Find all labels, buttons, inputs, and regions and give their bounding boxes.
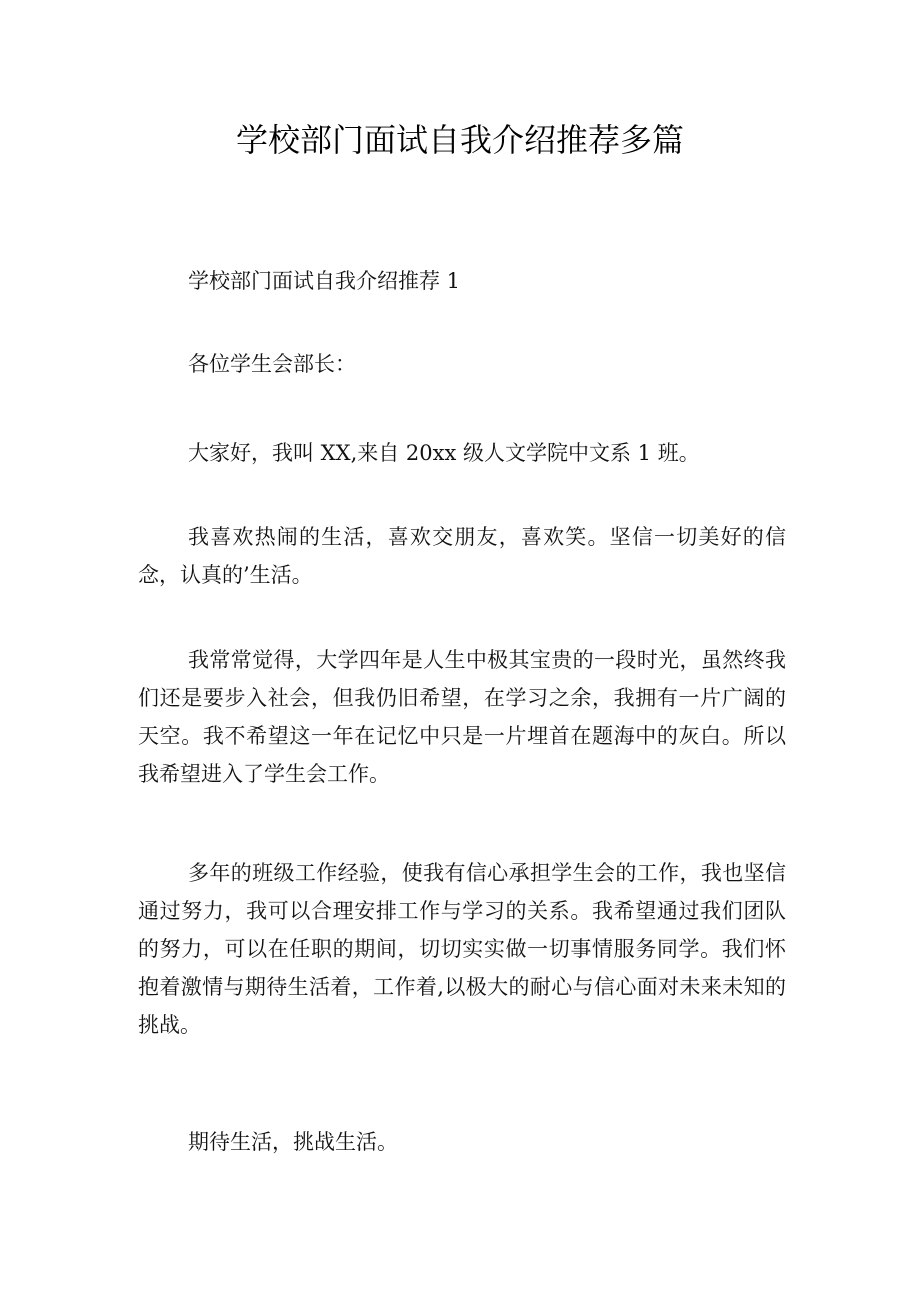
- hobby-paragraph: 我喜欢热闹的生活，喜欢交朋友，喜欢笑。坚信一切美好的信念，认真的’生活。: [138, 525, 786, 587]
- intro-paragraph: 大家好，我叫 XX,来自 20xx 级人文学院中文系 1 班。: [188, 441, 700, 465]
- document-title: 学校部门面试自我介绍推荐多篇: [235, 121, 684, 159]
- section-heading: 学校部门面试自我介绍推荐 1: [188, 269, 461, 293]
- greeting-paragraph: 各位学生会部长：: [188, 352, 356, 376]
- experience-paragraph: 多年的班级工作经验，使我有信心承担学生会的工作，我也坚信通过努力，我可以合理安排工作与学习的关系。我希望通过我们团队的努力，可以在任职的期间，切切实实做一切事情服务同学。我们怀抱着激情与期待生活着，工作着,以极大的耐心与信心面对未来未知的挑战。: [138, 861, 786, 1037]
- thoughts-paragraph: 我常常觉得，大学四年是人生中极其宝贵的一段时光，虽然终我们还是要步入社会，但我仍旧希望，在学习之余，我拥有一片广阔的天空。我不希望这一年在记忆中只是一片埋首在题海中的灰白。所以我希望进入了学生会工作。: [138, 648, 786, 786]
- closing-paragraph: 期待生活，挑战生活。: [188, 1130, 398, 1154]
